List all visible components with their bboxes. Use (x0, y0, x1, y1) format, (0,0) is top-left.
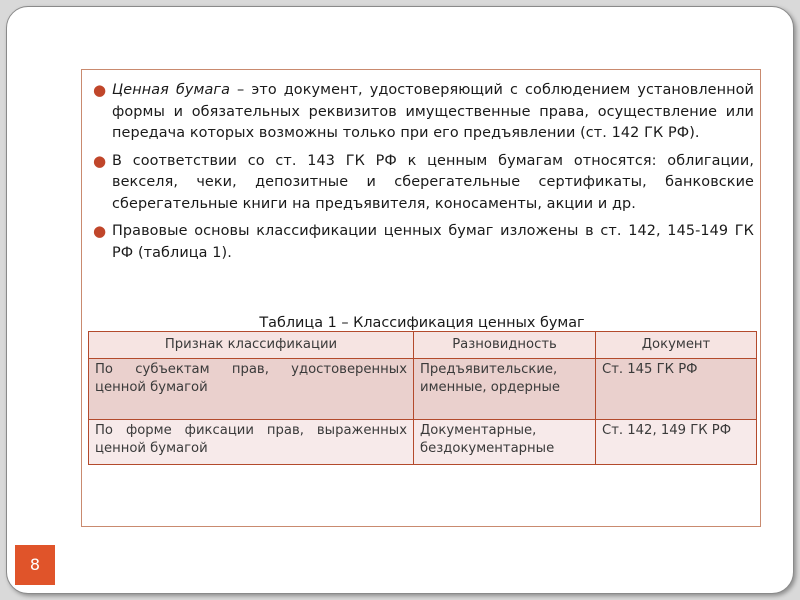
table-header-cell: Признак классификации (89, 332, 414, 359)
bullet-item-legal-basis (90, 221, 754, 264)
table-cell: Ст. 145 ГК РФ (596, 359, 757, 420)
table-header-cell: Разновидность (414, 332, 596, 359)
page-number-badge: 8 (15, 545, 55, 585)
bullet-text: – это документ, удостоверяющий с соблюдением установленной формы и обязательных реквизитов имущественные права, осуществление или передача которых возможны только при его предъявлении (ст. 142 ГК РФ). (112, 82, 754, 141)
table-caption: Таблица 1 – Классификация ценных бумаг (259, 315, 585, 331)
bullet-term: Ценная бумага (112, 82, 230, 98)
table-row (89, 420, 757, 465)
table-row (89, 359, 757, 420)
classification-table (88, 331, 757, 465)
bullet-list (90, 80, 754, 270)
table-cell: Предъявительские, именные, ордерные (414, 359, 596, 420)
bullet-dot-icon: ● (93, 151, 107, 170)
bullet-text: Правовые основы классификации ценных бумаг изложены в ст. 142, 145-149 ГК РФ (таблица 1). (112, 223, 754, 261)
table-header-row (89, 332, 757, 359)
table-cell: Документарные, бездокументарные (414, 420, 596, 465)
bullet-dot-icon: ● (93, 81, 107, 99)
bullet-item-definition (90, 80, 754, 145)
bullet-dot-icon: ● (93, 222, 107, 240)
table-cell: Ст. 142, 149 ГК РФ (596, 420, 757, 465)
bullet-text: В соответствии со ст. 143 ГК РФ к ценным бумагам относятся: облигации, векселя, чеки, депозитные и сберегательные сертификаты, банковские сберегательные книги на предъявителя, коносаменты, акции и др. (112, 152, 754, 212)
table-cell: По субъектам прав, удостоверенных ценной бумагой (89, 359, 414, 420)
bullet-item-types (90, 151, 754, 216)
slide (6, 6, 794, 594)
table-cell: По форме фиксации прав, выраженных ценной бумагой (89, 420, 414, 465)
table-header-cell: Документ (596, 332, 757, 359)
content-box (81, 69, 761, 527)
